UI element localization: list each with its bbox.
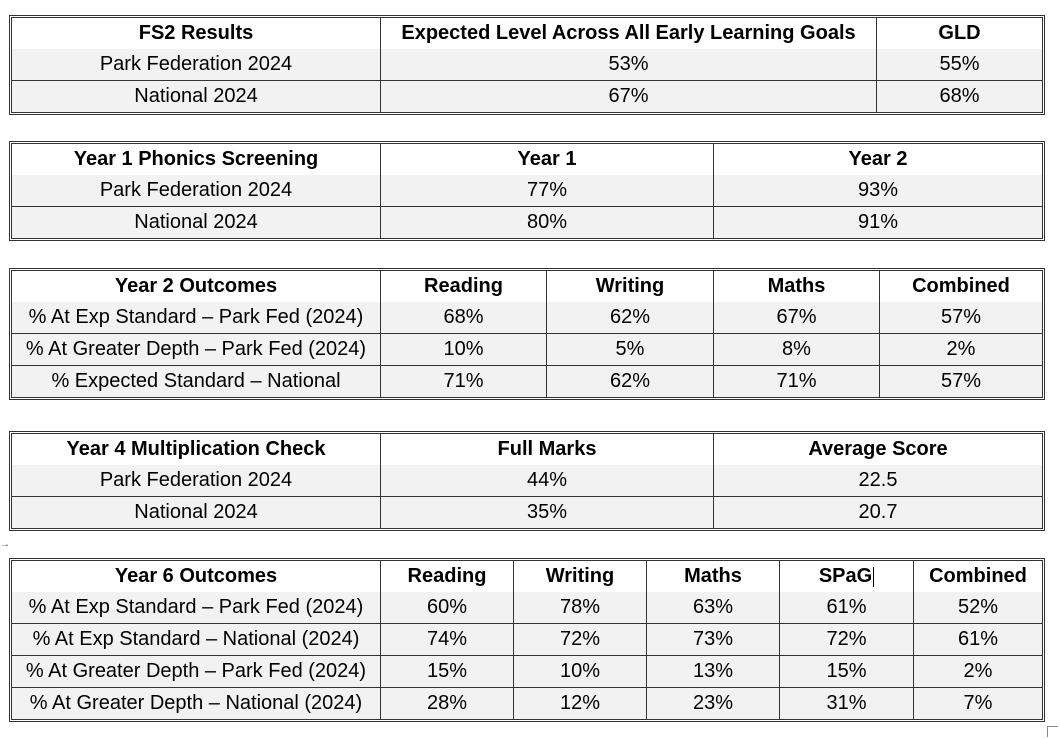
column-header: Year 4 Multiplication Check — [12, 434, 381, 465]
row-label: Park Federation 2024 — [12, 175, 381, 207]
table-cell: 62% — [547, 302, 714, 334]
column-header: Year 2 Outcomes — [12, 271, 381, 302]
table-cell: 15% — [381, 656, 514, 688]
row-label: National 2024 — [12, 81, 381, 112]
table-cell: 10% — [514, 656, 647, 688]
table-cell: 57% — [880, 302, 1042, 334]
row-label: % At Greater Depth – Park Fed (2024) — [12, 334, 381, 366]
table-cell: 80% — [381, 207, 714, 238]
column-header: Reading — [381, 561, 514, 592]
column-header: Combined — [914, 561, 1042, 592]
table-header-row — [12, 434, 1042, 465]
table-cell: 7% — [914, 688, 1042, 719]
table-cell: 61% — [780, 592, 914, 624]
text-cursor — [873, 567, 874, 587]
table-cell: 61% — [914, 624, 1042, 656]
table-cell: 60% — [381, 592, 514, 624]
table-row — [12, 465, 1042, 497]
column-header: Maths — [714, 271, 880, 302]
table-cell: 57% — [880, 366, 1042, 397]
fs2-results-table — [9, 15, 1045, 115]
year6-outcomes-table — [9, 558, 1045, 722]
table-header-row — [12, 271, 1042, 302]
table-row — [12, 302, 1042, 334]
table-row — [12, 688, 1042, 719]
table-cell: 31% — [780, 688, 914, 719]
table-cell: 93% — [714, 175, 1042, 207]
table-cell: 52% — [914, 592, 1042, 624]
table-cell: 68% — [877, 81, 1042, 112]
year2-outcomes-table — [9, 268, 1045, 400]
top-edge-marker — [318, 0, 348, 4]
phonics-screening-table — [9, 141, 1045, 241]
table-cell: 74% — [381, 624, 514, 656]
table-cell: 12% — [514, 688, 647, 719]
column-header-spag[interactable] — [780, 561, 914, 592]
column-header: Combined — [880, 271, 1042, 302]
table-cell: 78% — [514, 592, 647, 624]
row-label: % At Greater Depth – National (2024) — [12, 688, 381, 719]
table-row — [12, 175, 1042, 207]
column-header: Average Score — [714, 434, 1042, 465]
table-cell: 5% — [547, 334, 714, 366]
table-cell: 53% — [381, 49, 877, 81]
table-header-row — [12, 144, 1042, 175]
table-cell: 68% — [381, 302, 547, 334]
page-corner-mark — [1047, 726, 1058, 737]
table-cell: 28% — [381, 688, 514, 719]
table-row — [12, 366, 1042, 397]
column-header: FS2 Results — [12, 18, 381, 49]
table-header-row — [12, 18, 1042, 49]
column-header: Writing — [514, 561, 647, 592]
column-header: GLD — [877, 18, 1042, 49]
table-row — [12, 497, 1042, 528]
row-label: Park Federation 2024 — [12, 49, 381, 81]
table-cell: 13% — [647, 656, 780, 688]
column-header: Writing — [547, 271, 714, 302]
row-label: National 2024 — [12, 497, 381, 528]
table-cell: 72% — [780, 624, 914, 656]
table-row — [12, 656, 1042, 688]
table-header-row — [12, 561, 1042, 592]
column-header: Year 1 — [381, 144, 714, 175]
column-header: Year 6 Outcomes — [12, 561, 381, 592]
table-cell: 77% — [381, 175, 714, 207]
spag-header-text: SPaG — [818, 565, 873, 587]
column-header: Maths — [647, 561, 780, 592]
row-label: % At Greater Depth – Park Fed (2024) — [12, 656, 381, 688]
table-row — [12, 592, 1042, 624]
table-cell: 22.5 — [714, 465, 1042, 497]
table-cell: 20.7 — [714, 497, 1042, 528]
table-cell: 2% — [880, 334, 1042, 366]
table-cell: 15% — [780, 656, 914, 688]
row-label: National 2024 — [12, 207, 381, 238]
table-cell: 63% — [647, 592, 780, 624]
row-label: Park Federation 2024 — [12, 465, 381, 497]
column-header: Year 1 Phonics Screening — [12, 144, 381, 175]
table-cell: 2% — [914, 656, 1042, 688]
row-label: % At Exp Standard – National (2024) — [12, 624, 381, 656]
table-cell: 91% — [714, 207, 1042, 238]
table-row — [12, 334, 1042, 366]
table-cell: 71% — [381, 366, 547, 397]
column-header: Expected Level Across All Early Learning Goals — [381, 18, 877, 49]
table-row — [12, 49, 1042, 81]
table-row — [12, 207, 1042, 238]
table-cell: 71% — [714, 366, 880, 397]
table-cell: 62% — [547, 366, 714, 397]
table-cell: 8% — [714, 334, 880, 366]
table-row — [12, 624, 1042, 656]
table-cell: 55% — [877, 49, 1042, 81]
table-cell: 67% — [381, 81, 877, 112]
table-cell: 35% — [381, 497, 714, 528]
table-row — [12, 81, 1042, 112]
row-label: % At Exp Standard – Park Fed (2024) — [12, 592, 381, 624]
table-cell: 44% — [381, 465, 714, 497]
table-cell: 73% — [647, 624, 780, 656]
table-cell: 23% — [647, 688, 780, 719]
row-label: % At Exp Standard – Park Fed (2024) — [12, 302, 381, 334]
table-cell: 67% — [714, 302, 880, 334]
column-header: Reading — [381, 271, 547, 302]
paragraph-arrow-icon: → — [0, 539, 10, 550]
table-cell: 10% — [381, 334, 547, 366]
column-header: Full Marks — [381, 434, 714, 465]
year4-multiplication-table — [9, 431, 1045, 531]
row-label: % Expected Standard – National — [12, 366, 381, 397]
column-header: Year 2 — [714, 144, 1042, 175]
table-cell: 72% — [514, 624, 647, 656]
